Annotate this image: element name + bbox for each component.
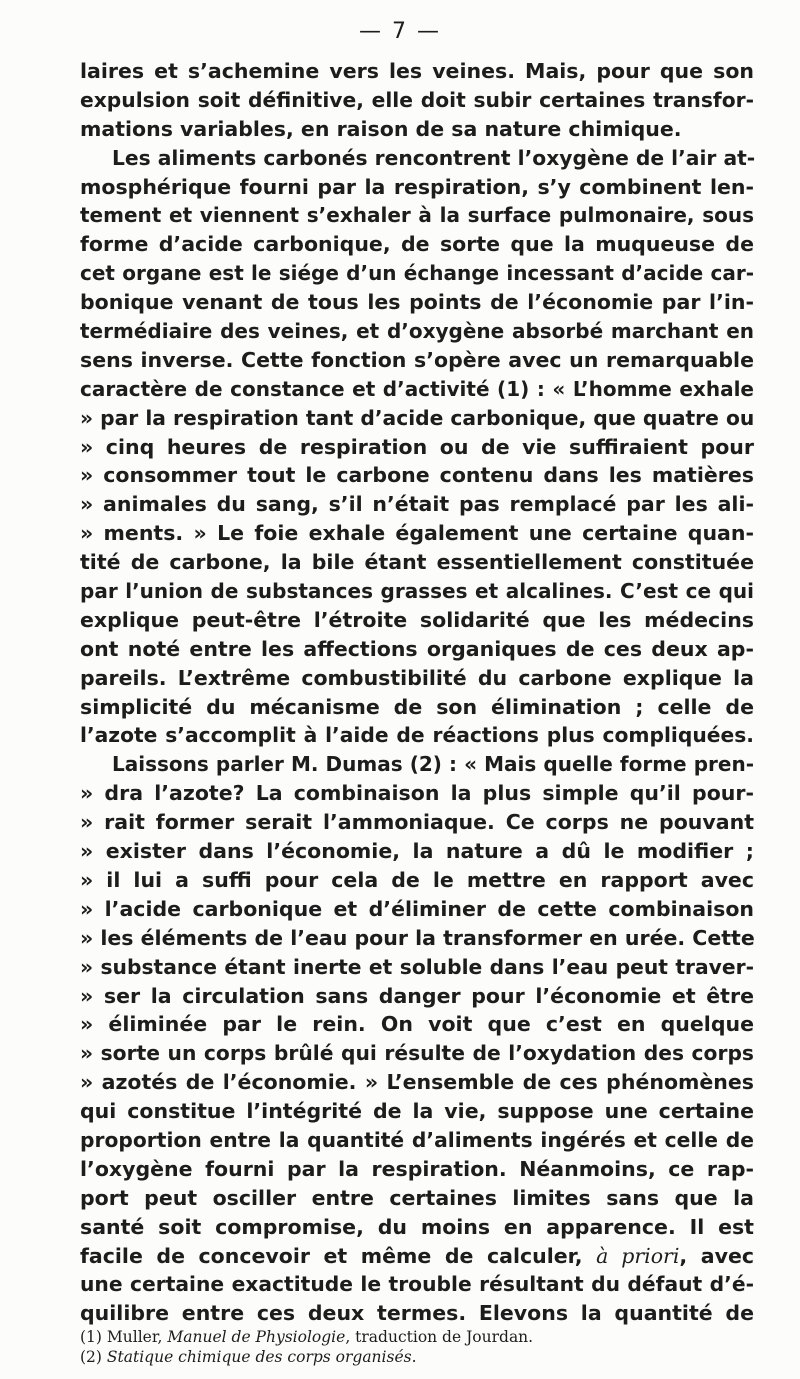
text-line-content: sens inverse. Cette fonction s’opère avec un remarquable <box>80 347 754 372</box>
text-line-content: expulsion soit définitive, elle doit subir certaines transfor- <box>80 87 754 112</box>
text-line-content: » ments. » Le foie exhale également une certaine quan- <box>80 521 754 546</box>
text-line <box>80 288 754 317</box>
text-line-content: caractère de constance et d’activité (1) : « L’homme exhale <box>80 376 754 401</box>
text-line <box>80 548 754 577</box>
text-line <box>80 577 754 606</box>
text-line <box>80 259 754 288</box>
text-line <box>80 808 754 837</box>
text-line-content: mosphérique fourni par la respiration, s’y combinent len- <box>80 174 754 199</box>
text-line-content: » ser la circulation sans danger pour l’économie et être <box>80 983 754 1008</box>
text-line-content: » consommer tout le carbone contenu dans les matières <box>80 463 754 488</box>
text-line <box>80 1155 754 1184</box>
text-line <box>80 144 754 173</box>
text-line-content: simplicité du mécanisme de son élimination ; celle de <box>80 694 754 719</box>
text-line <box>80 115 754 144</box>
text-line <box>80 1184 754 1213</box>
text-line-content: explique peut-être l’étroite solidarité que les médecins <box>80 607 754 632</box>
text-line-content: » dra l’azote? La combinaison la plus simple qu’il pour- <box>80 781 754 806</box>
text-line <box>80 1299 754 1328</box>
text-line <box>80 866 754 895</box>
text-line <box>80 606 754 635</box>
text-line <box>80 693 754 722</box>
footnote-italic: Manuel de Physiologie <box>167 1328 346 1346</box>
text-line-content: » animales du sang, s’il n’était pas remplacé par les ali- <box>80 492 754 517</box>
text-line-content: » les éléments de l’eau pour la transformer en urée. Cette <box>80 925 755 950</box>
text-line <box>80 375 754 404</box>
text-line-content: laires et s’achemine vers les veines. Mais, pour que son <box>80 59 754 83</box>
text-line-content: Les aliments carbonés rencontrent l’oxygène de l’air at- <box>112 145 756 170</box>
text-line-content: qui constitue l’intégrité de la vie, suppose une certaine <box>80 1099 754 1124</box>
text-line-content: tement et viennent s’exhaler à la surface pulmonaire, sous <box>80 203 754 228</box>
text-line-content: une certaine exactitude le trouble résultant du défaut d’é- <box>80 1272 754 1297</box>
text-line-content: port peut osciller entre certaines limites sans que la <box>80 1185 754 1210</box>
text-line-content: » azotés de l’économie. » L’ensemble de ces phénomènes <box>80 1070 754 1095</box>
text-line-content: » il lui a suffi pour cela de le mettre en rapport avec <box>80 867 754 892</box>
page-number: — 7 — <box>359 19 441 44</box>
text-line-content: forme d’acide carbonique, de sorte que la muqueuse de <box>80 232 754 257</box>
text-line <box>80 461 754 490</box>
text-line-content: facile de concevoir et même de calculer, <box>80 1243 597 1268</box>
text-line <box>80 1097 754 1126</box>
text-line-content: l’azote s’accomplit à l’aide de réactions plus compliquées. <box>80 723 754 748</box>
text-line-content: » éliminée par le rein. On voit que c’est en quelque <box>80 1012 754 1037</box>
footnote-num: (1) Muller, <box>80 1328 168 1346</box>
text-line <box>80 201 754 230</box>
text-line-content: » sorte un corps brûlé qui résulte de l’oxydation des corps <box>80 1041 754 1066</box>
text-line-content: cet organe est le siége d’un échange incessant d’acide car- <box>80 261 754 286</box>
text-line <box>80 779 754 808</box>
text-line <box>80 664 754 693</box>
text-line <box>80 1010 754 1039</box>
text-line <box>80 433 754 462</box>
footnote <box>80 1347 754 1367</box>
text-line <box>80 721 754 750</box>
text-line-content: proportion entre la quantité d’aliments ingérés et celle de <box>80 1127 754 1152</box>
text-line-content: tité de carbone, la bile étant essentiellement constituée <box>80 550 754 575</box>
text-line <box>80 1213 754 1242</box>
body-text <box>80 57 754 1328</box>
text-line <box>80 953 754 982</box>
text-line-content: » l’acide carbonique et d’éliminer de cette combinaison <box>80 896 754 921</box>
text-line-content: ont noté entre les affections organiques de ces deux ap- <box>80 636 754 661</box>
footnote-italic: Statique chimique des corps organisés <box>106 1348 412 1366</box>
text-line-content: » exister dans l’économie, la nature a dû le modifier ; <box>80 839 754 864</box>
text-line <box>80 1039 754 1068</box>
footnote-rest: . <box>411 1348 417 1366</box>
text-line-content: Laissons parler M. Dumas (2) : « Mais quelle forme pren- <box>112 752 754 777</box>
text-line <box>80 837 754 866</box>
text-line-content: l’oxygène fourni par la respiration. Néanmoins, ce rap- <box>80 1156 754 1181</box>
text-line-content: » cinq heures de respiration ou de vie suffiraient pour <box>80 434 754 459</box>
italic-phrase: à priori <box>596 1243 680 1268</box>
text-line-content: » rait former serait l’ammoniaque. Ce corps ne pouvant <box>80 810 754 835</box>
text-line <box>80 346 754 375</box>
text-line-content: » substance étant inerte et soluble dans l’eau peut traver- <box>80 954 754 979</box>
text-line <box>80 1126 754 1155</box>
text-line <box>80 924 754 953</box>
text-line <box>80 86 754 115</box>
text-line <box>80 895 754 924</box>
text-line <box>80 982 754 1011</box>
text-line-content: quilibre entre ces deux termes. Elevons la quantité de <box>80 1301 754 1326</box>
text-line-content: pareils. L’extrême combustibilité du carbone explique la <box>80 665 754 690</box>
text-line-content: mations variables, en raison de sa nature chimique. <box>80 116 682 141</box>
text-line <box>80 635 754 664</box>
footnote-num: (2) <box>80 1348 107 1366</box>
text-line <box>80 230 754 259</box>
text-line-content: santé soit compromise, du moins en apparence. Il est <box>80 1214 754 1239</box>
text-line-content: » par la respiration tant d’acide carbonique, que quatre ou <box>80 405 755 430</box>
footnotes <box>80 1327 754 1367</box>
text-line <box>80 1068 754 1097</box>
text-line <box>80 490 754 519</box>
text-line <box>80 173 754 202</box>
text-line-content: par l’union de substances grasses et alcalines. C’est ce qui <box>80 579 754 604</box>
text-line <box>80 57 754 86</box>
text-line <box>80 404 754 433</box>
text-line <box>80 519 754 548</box>
text-line <box>80 750 754 779</box>
text-line-tail: , avec <box>679 1243 755 1268</box>
footnote <box>80 1327 754 1347</box>
footnote-rest: , traduction de Jourdan. <box>345 1328 534 1346</box>
text-line-content: bonique venant de tous les points de l’économie par l’in- <box>80 290 754 315</box>
text-line-content: termédiaire des veines, et d’oxygène absorbé marchant en <box>80 319 754 344</box>
text-line <box>80 1270 754 1299</box>
text-line <box>80 317 754 346</box>
text-line <box>80 1242 754 1271</box>
